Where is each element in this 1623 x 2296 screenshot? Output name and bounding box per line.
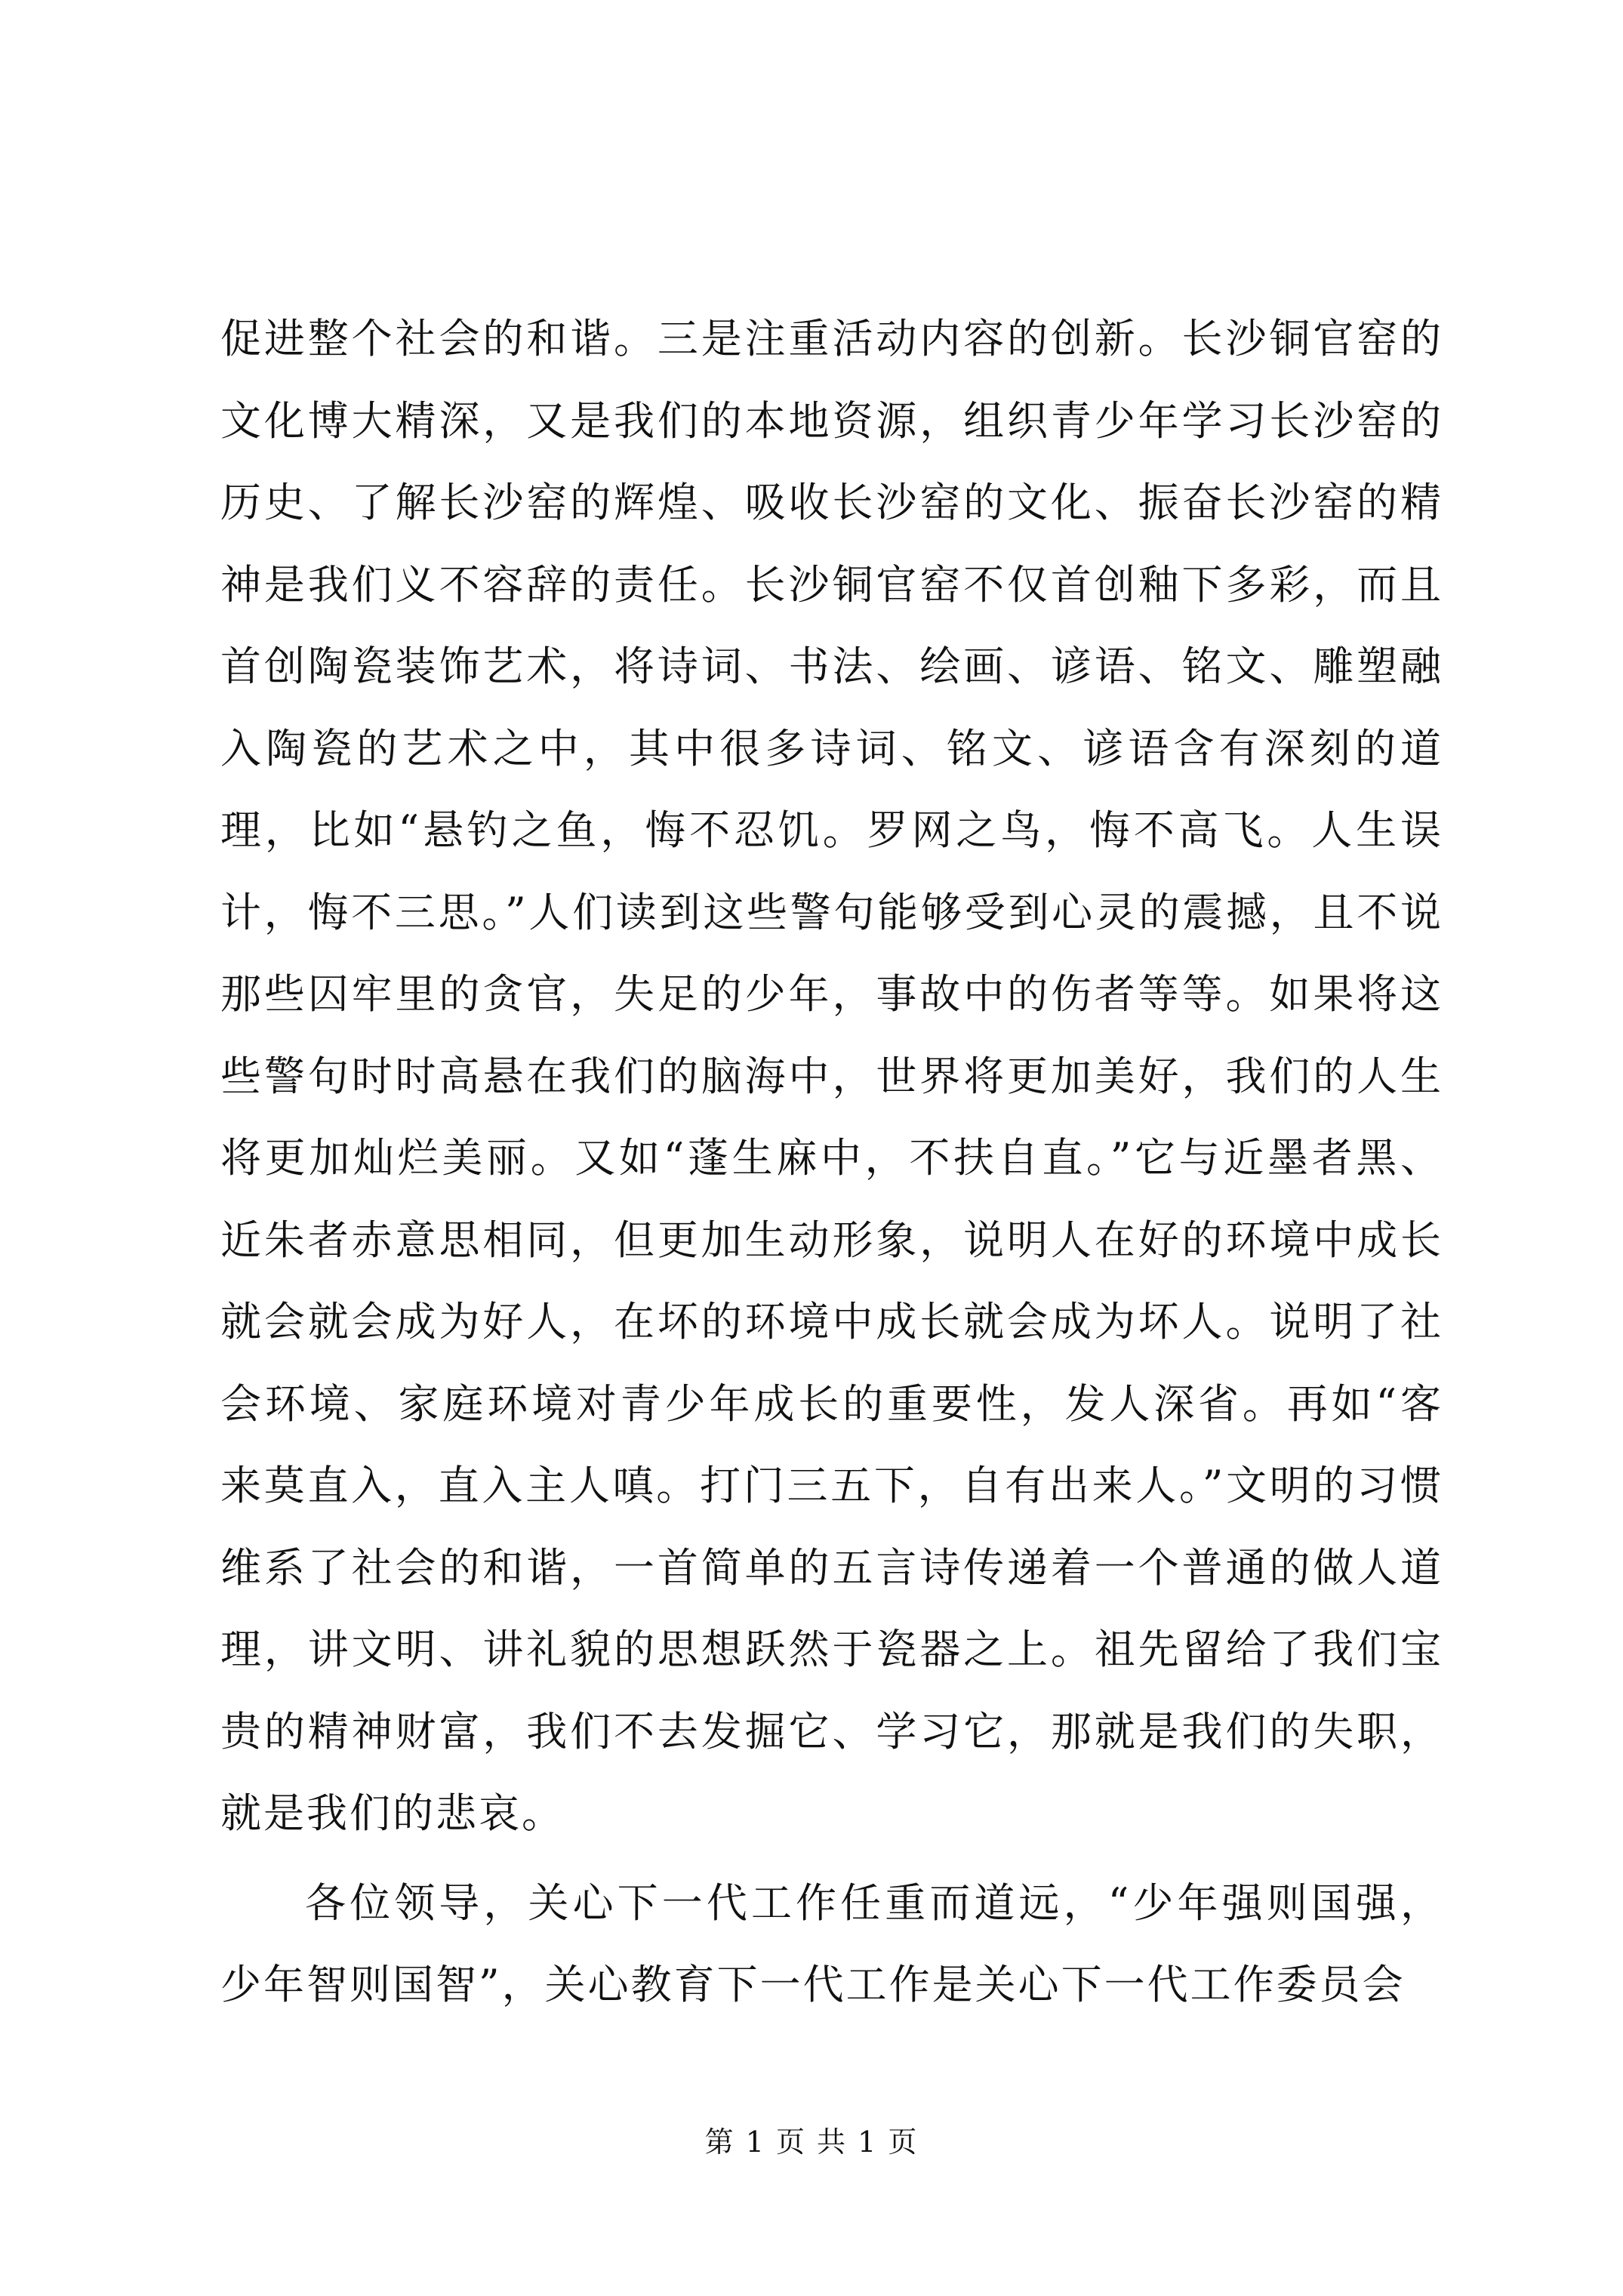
page-footer: 第 1 页 共 1 页 (704, 2125, 919, 2159)
paragraph-1: 促进整个社会的和谐。三是注重活动内容的创新。长沙铜官窑的文化博大精深，又是我们的本地资源，组织青少年学习长沙窑的历史、了解长沙窑的辉煌、吸收长沙窑的文化、振奋长沙窑的精神是我们义不容辞的责任。长沙铜官窑不仅首创釉下多彩，而且首创陶瓷装饰艺术，将诗词、书法、绘画、谚语、铭文、雕塑融入陶瓷的艺术之中，其中很多诗词、铭文、谚语含有深刻的道理，比如“悬钓之鱼，悔不忍饥。罗网之鸟，悔不高飞。人生误计，悔不三思。”人们读到这些警句能够受到心灵的震撼，且不说那些囚牢里的贪官，失足的少年，事故中的伤者等等。如果将这些警句时时高悬在我们的脑海中，世界将更加美好，我们的人生将更加灿烂美丽。又如“蓬生麻中，不扶自直。”它与近墨者黑、近朱者赤意思相同，但更加生动形象，说明人在好的环境中成长就会就会成为好人，在坏的环境中成长就会成为坏人。说明了社会环境、家庭环境对青少年成长的重要性，发人深省。再如“客来莫直入，直入主人嗔。打门三五下，自有出来人。”文明的习惯维系了社会的和谐，一首简单的五言诗传递着一个普通的做人道理，讲文明、讲礼貌的思想跃然于瓷器之上。祖先留给了我们宝贵的精神财富，我们不去发掘它、学习它，那就是我们的失职，就是我们的悲哀。 (220, 315, 1443, 1837)
document-body (220, 298, 1443, 2026)
paragraph-2: 各位领导，关心下一代工作任重而道远，“少年强则国强，少年智则国智”，关心教育下一代工作是关心下一代工作委员会 (220, 1878, 1443, 2008)
